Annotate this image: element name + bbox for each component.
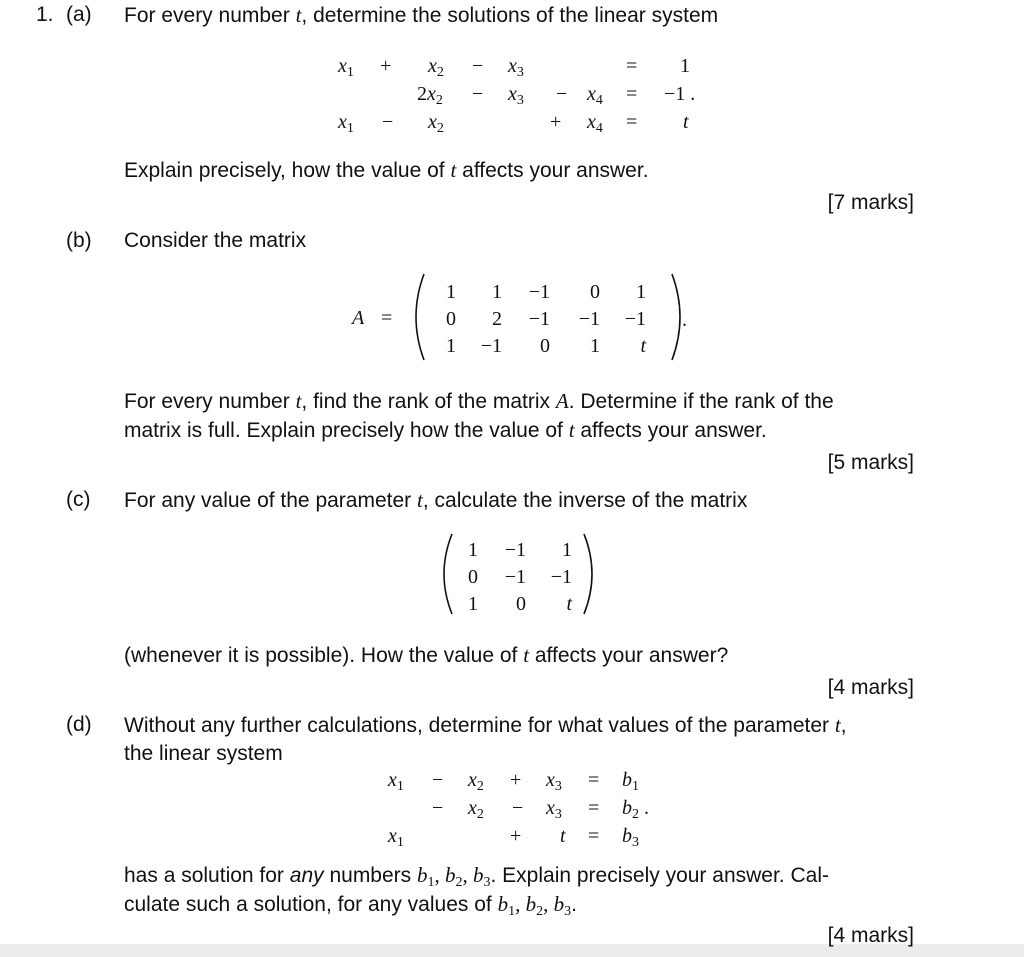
part-b-label: (b) bbox=[66, 229, 92, 252]
system-a-row1-x3: $x_3$ bbox=[508, 55, 524, 80]
system-d-row2-eq: = bbox=[588, 797, 600, 819]
matrix-a-cell: 0 bbox=[540, 335, 550, 357]
system-d-row1-rhs: $b_1$ bbox=[622, 769, 639, 794]
part-d-marks: [4 marks] bbox=[827, 924, 914, 947]
system-a-row1-x2: $x_2$ bbox=[428, 55, 444, 80]
system-d-row2-op1: − bbox=[432, 797, 444, 819]
system-a-row2-rhs: −1 . bbox=[664, 83, 696, 105]
matrix-a-cell: t bbox=[640, 335, 646, 357]
matrix-a-cell: 0 bbox=[590, 281, 600, 303]
matrix-c-left-paren bbox=[444, 534, 452, 614]
system-a-row1-eq: = bbox=[626, 55, 638, 77]
matrix-a-dot: . bbox=[682, 309, 687, 331]
system-d-row3-rhs: $b_3$ bbox=[622, 825, 639, 850]
system-a-row1-rhs: 1 bbox=[680, 55, 690, 77]
system-d-row3-op2: + bbox=[510, 825, 522, 847]
part-c-intro: For any value of the parameter t, calculate the inverse of the matrix bbox=[124, 488, 748, 512]
part-d-intro: Without any further calculations, determine for what values of the parameter t, bbox=[124, 713, 847, 737]
matrix-a-cell: 1 bbox=[446, 281, 456, 303]
system-d-row1-op2: + bbox=[510, 769, 522, 791]
part-d-label: (d) bbox=[66, 713, 92, 736]
part-d-intro-line2: the linear system bbox=[124, 742, 283, 765]
matrix-c-cell: −1 bbox=[504, 566, 526, 588]
matrix-a-name: A bbox=[352, 307, 365, 329]
system-d-row2-x3: $x_3$ bbox=[546, 797, 562, 822]
system-d-row1-eq: = bbox=[588, 769, 600, 791]
matrix-a-cell: −1 bbox=[624, 308, 646, 330]
system-d-row1-x1: $x_1$ bbox=[388, 769, 404, 794]
matrix-c-cell: 0 bbox=[468, 566, 478, 588]
system-a-row3-x1: $x_1$ bbox=[338, 111, 354, 136]
matrix-c-cell: 1 bbox=[468, 593, 478, 615]
matrix-a-cell: 0 bbox=[446, 308, 456, 330]
system-a-row2-x4: $x_4$ bbox=[587, 83, 603, 108]
system-a-row1-x1: $x_1$ bbox=[338, 55, 354, 80]
matrix-c-cell: 0 bbox=[516, 593, 526, 615]
matrix-a-cell: −1 bbox=[578, 308, 600, 330]
matrix-a-cell: 1 bbox=[590, 335, 600, 357]
system-a-row3-eq: = bbox=[626, 111, 638, 133]
system-d-row1-x3: $x_3$ bbox=[546, 769, 562, 794]
system-d-row2-op2: − bbox=[512, 797, 524, 819]
system-a-row3-op1: − bbox=[382, 111, 394, 133]
part-c-after: (whenever it is possible). How the value of t affects your answer? bbox=[124, 643, 729, 667]
matrix-a-cell: 2 bbox=[492, 308, 502, 330]
matrix-a-eq: = bbox=[381, 307, 393, 329]
system-a-row1-op1: + bbox=[380, 55, 392, 77]
matrix-c-cell: 1 bbox=[562, 539, 572, 561]
matrix-a-left-paren bbox=[416, 274, 424, 360]
system-a-row2-x3: $x_3$ bbox=[508, 83, 524, 108]
part-d-line2: culate such a solution, for any values of $b_1$, $b_2$, $b_3$. bbox=[124, 892, 577, 919]
system-d-row3-x1: $x_1$ bbox=[388, 825, 404, 850]
part-b-intro: Consider the matrix bbox=[124, 229, 307, 252]
system-a-row3-x4: $x_4$ bbox=[587, 111, 603, 136]
part-b-marks: [5 marks] bbox=[827, 451, 914, 474]
system-a-row1-op2: − bbox=[472, 55, 484, 77]
part-a-marks: [7 marks] bbox=[827, 191, 914, 214]
matrix-c-cell: t bbox=[566, 593, 572, 615]
system-d-row3-t: t bbox=[560, 825, 566, 847]
matrix-c-right-paren bbox=[584, 534, 592, 614]
matrix-a-cell: −1 bbox=[528, 308, 550, 330]
part-c-label: (c) bbox=[66, 488, 91, 511]
system-d-row1-x2: $x_2$ bbox=[468, 769, 484, 794]
system-a-row3-x2: $x_2$ bbox=[428, 111, 444, 136]
part-a-explain: Explain precisely, how the value of t affects your answer. bbox=[124, 158, 649, 182]
matrix-a-cell: 1 bbox=[636, 281, 646, 303]
matrix-c-cell: −1 bbox=[504, 539, 526, 561]
question-number: 1. bbox=[36, 3, 54, 26]
matrix-a-right-paren bbox=[672, 274, 680, 360]
part-a-intro: For every number t, determine the solutions of the linear system bbox=[124, 3, 719, 27]
part-a-label: (a) bbox=[66, 3, 92, 26]
matrix-a-cell: 1 bbox=[446, 335, 456, 357]
system-d-row3-eq: = bbox=[588, 825, 600, 847]
system-a-row3-rhs: t bbox=[683, 111, 689, 133]
system-a-row2-eq: = bbox=[626, 83, 638, 105]
system-a-row2-2x2: $2x_2$ bbox=[417, 83, 443, 108]
system-a-row2-op2: − bbox=[472, 83, 484, 105]
matrix-a-cell: −1 bbox=[480, 335, 502, 357]
system-d-row2-x2: $x_2$ bbox=[468, 797, 484, 822]
matrix-a-cell: 1 bbox=[492, 281, 502, 303]
part-b-line1: For every number t, find the rank of the matrix A. Determine if the rank of the bbox=[124, 389, 834, 413]
matrix-c-cell: −1 bbox=[550, 566, 572, 588]
system-a-row3-op3: + bbox=[550, 111, 562, 133]
part-c-marks: [4 marks] bbox=[827, 676, 914, 699]
matrix-a-cell: −1 bbox=[528, 281, 550, 303]
part-b-line2: matrix is full. Explain precisely how the value of t affects your answer. bbox=[124, 418, 767, 442]
part-d-line1: has a solution for any numbers $b_1$, $b_2$, $b_3$. Explain precisely your answer. Cal- bbox=[124, 863, 829, 890]
system-a-row2-op3: − bbox=[556, 83, 568, 105]
matrix-c-cell: 1 bbox=[468, 539, 478, 561]
system-d-row1-op1: − bbox=[432, 769, 444, 791]
system-d-row2-rhs: $b_2$ . bbox=[622, 797, 649, 822]
